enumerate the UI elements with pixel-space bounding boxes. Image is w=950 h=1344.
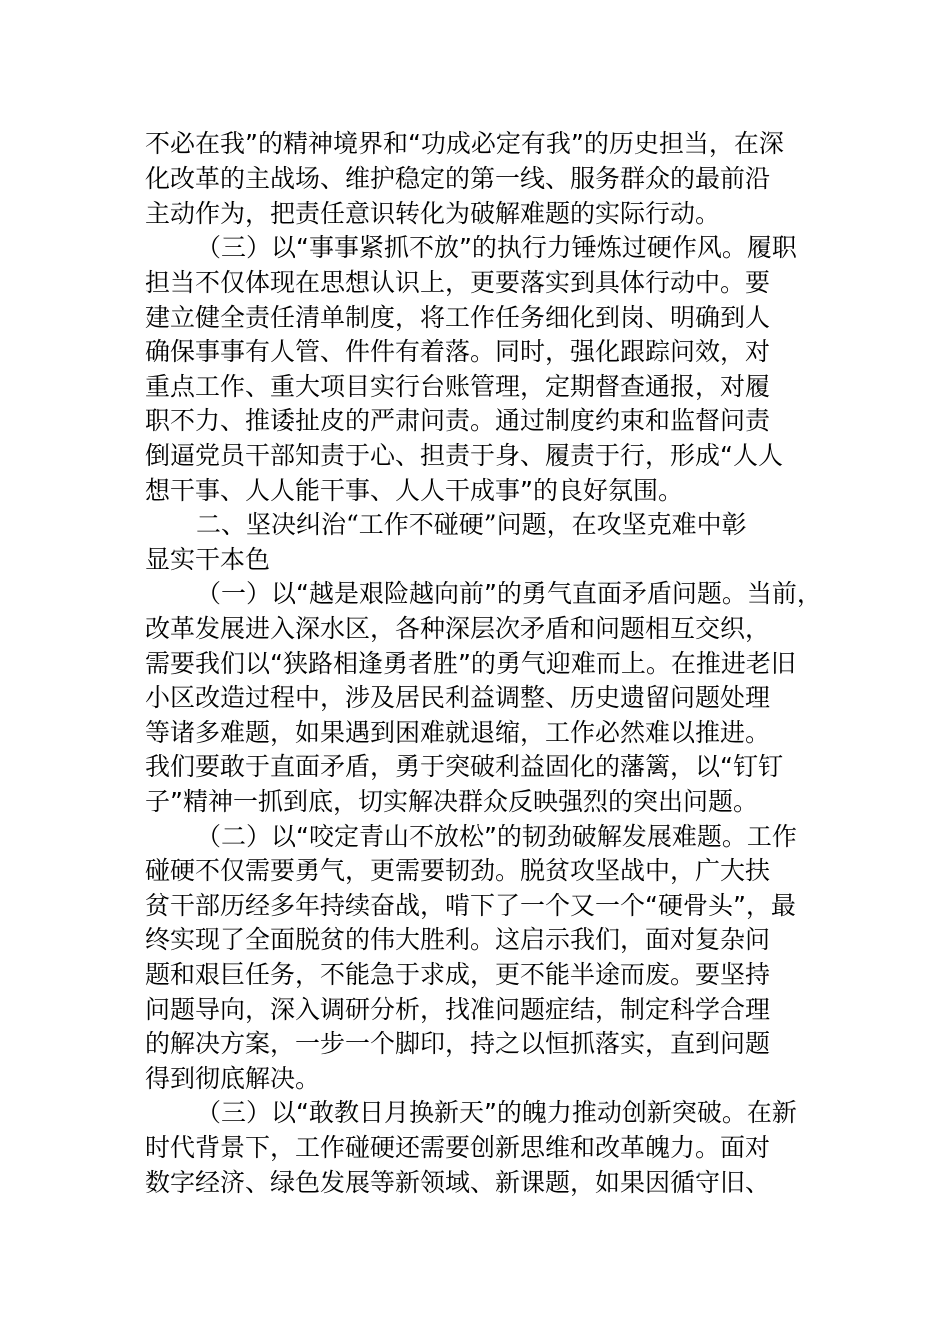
- line-1: 不必在我”的精神境界和“功成必定有我”的历史担当，在深: [145, 129, 784, 158]
- line-3: 主动作为，把责任意识转化为破解难题的实际行动。: [145, 199, 721, 228]
- line-26: 问题导向，深入调研分析，找准问题症结，制定科学合理: [145, 995, 771, 1024]
- line-10: 倒逼党员干部知责于心、担责于身、履责于行，形成“人人: [145, 441, 783, 470]
- line-14: （一）以“越是艰险越向前”的勇气直面矛盾问题。当前，: [196, 579, 822, 608]
- line-8: 重点工作、重大项目实行台账管理，定期督查通报，对履: [145, 372, 771, 401]
- line-16: 需要我们以“狭路相逢勇者胜”的勇气迎难而上。在推进老旧: [145, 649, 796, 678]
- line-31: 数字经济、绿色发展等新领域、新课题，如果因循守旧、: [145, 1168, 771, 1197]
- section-heading-line-1: 二、坚决纠治“工作不碰硬”问题，在攻坚克难中彰: [196, 510, 747, 539]
- line-20: 子”精神一抓到底，切实解决群众反映强烈的突出问题。: [145, 787, 758, 816]
- line-30: 时代背景下，工作碰硬还需要创新思维和改革魄力。面对: [145, 1133, 771, 1162]
- line-29: （三）以“敢教日月换新天”的魄力推动创新突破。在新: [196, 1098, 797, 1127]
- line-4: （三）以“事事紧抓不放”的执行力锤炼过硬作风。履职: [196, 233, 797, 262]
- line-27: 的解决方案，一步一个脚印，持之以恒抓落实，直到问题: [145, 1029, 771, 1058]
- line-7: 确保事事有人管、件件有着落。同时，强化跟踪问效，对: [145, 337, 771, 366]
- line-15: 改革发展进入深水区，各种深层次矛盾和问题相互交织，: [145, 614, 771, 643]
- line-25: 题和艰巨任务，不能急于求成，更不能半途而废。要坚持: [145, 960, 771, 989]
- section-heading-line-2: 显实干本色: [145, 545, 271, 574]
- line-5: 担当不仅体现在思想认识上，更要落实到具体行动中。要: [145, 268, 771, 297]
- line-22: 碰硬不仅需要勇气，更需要韧劲。脱贫攻坚战中，广大扶: [145, 856, 771, 885]
- line-28: 得到彻底解决。: [145, 1064, 321, 1093]
- line-6: 建立健全责任清单制度，将工作任务细化到岗、明确到人: [145, 303, 771, 332]
- line-18: 等诸多难题，如果遇到困难就退缩，工作必然难以推进。: [145, 718, 771, 747]
- line-17: 小区改造过程中，涉及居民利益调整、历史遗留问题处理: [145, 683, 771, 712]
- line-24: 终实现了全面脱贫的伟大胜利。这启示我们，面对复杂问: [145, 925, 771, 954]
- line-2: 化改革的主战场、维护稳定的第一线、服务群众的最前沿: [145, 164, 771, 193]
- line-9: 职不力、推诿扯皮的严肃问责。通过制度约束和监督问责: [145, 406, 771, 435]
- line-19: 我们要敢于直面矛盾，勇于突破利益固化的藩篱，以“钉钉: [145, 752, 783, 781]
- line-23: 贫干部历经多年持续奋战，啃下了一个又一个“硬骨头”，最: [145, 891, 796, 920]
- line-11: 想干事、人人能干事、人人干成事”的良好氛围。: [145, 476, 683, 505]
- line-21: （二）以“咬定青山不放松”的韧劲破解发展难题。工作: [196, 822, 797, 851]
